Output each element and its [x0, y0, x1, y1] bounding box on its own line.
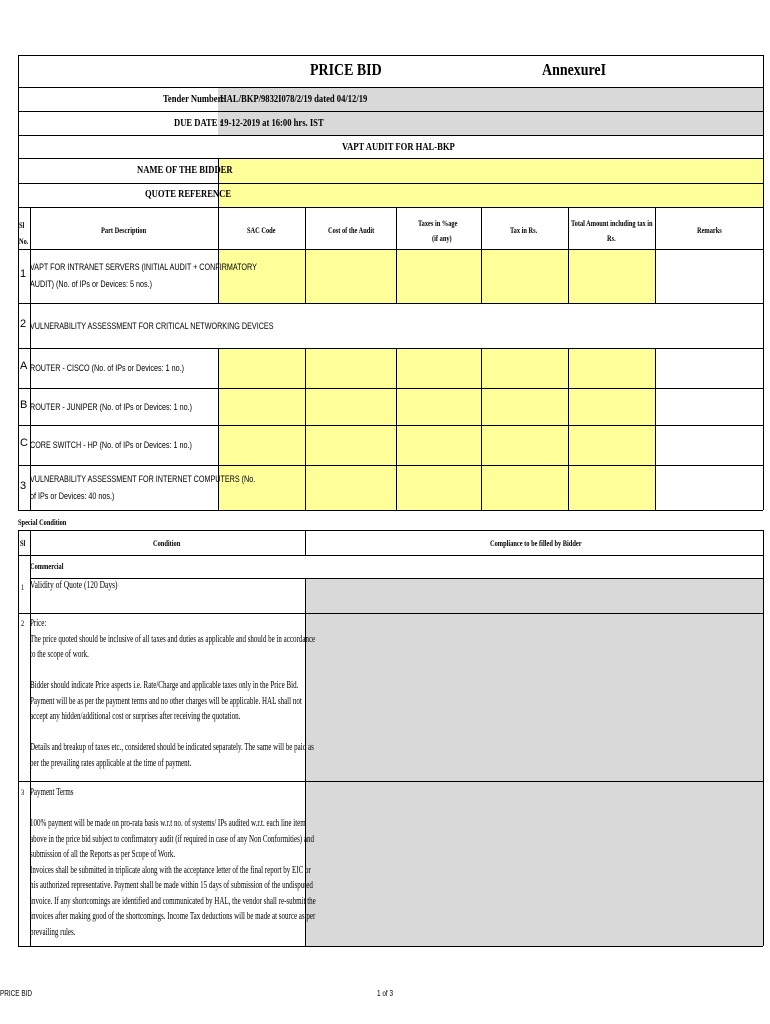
grid-line [18, 613, 763, 614]
description-line: VAPT FOR INTRANET SERVERS (INITIAL AUDIT + CONFIRMATORY [30, 262, 257, 272]
col-part-description-header: Part Description [101, 225, 147, 235]
price-row-description [30, 360, 184, 377]
col-tax-pct-header: Taxes in %age (if any) [418, 218, 458, 243]
special-col-condition: Condition [153, 538, 181, 548]
condition-line: Bidder should indicate Price aspects i.e. Rate/Charge and applicable taxes only in the Price Bid. [30, 680, 299, 691]
grid-line [763, 55, 764, 510]
grid-line [18, 207, 763, 208]
condition-line: to the scope of work. [30, 649, 89, 660]
grid-line [18, 781, 763, 782]
condition-line: above in the price bid subject to confirmatory audit (if required in case of any Non Conformities) and [30, 833, 315, 845]
condition-2-sl: 2 [21, 618, 25, 628]
grid-line [18, 135, 763, 136]
col-total-header: Total Amount including tax in Rs. [571, 218, 653, 243]
condition-line [30, 663, 315, 679]
col-tax-rs-header: Tax in Rs. [510, 225, 538, 235]
page-title: PRICE BID [310, 60, 382, 79]
special-col-compliance: Compliance to be filled by Bidder [490, 538, 582, 548]
grid-line [18, 530, 763, 531]
condition-line: his authorized representative. Payment shall be made within 15 days of submission of the undisputed [30, 880, 313, 891]
grid-line [18, 348, 763, 349]
price-row-description [30, 471, 255, 505]
grid-line [18, 111, 763, 112]
condition-3-sl: 3 [21, 787, 25, 797]
bidder-name-field[interactable] [218, 158, 763, 183]
grid-line [18, 158, 763, 159]
due-date-label: DUE DATE : [174, 117, 223, 129]
condition-line: The price quoted should be inclusive of all taxes and duties as applicable and should be in accordance [30, 633, 316, 645]
condition-1-sl: 1 [21, 582, 25, 592]
condition-line: invoice. If any shortcomings are identified and communicated by HAL, the vendor shall re-submit the [30, 895, 316, 907]
col-sac-code-header: SAC Code [247, 225, 276, 235]
condition-line: 100% payment will be made on pro-rata basis w.r.t no. of systems/ IPs audited w.r.t. each line item [30, 818, 306, 829]
condition-line: accept any hidden/additional cost or surprises after receiving the quotation. [30, 711, 241, 722]
col-remarks-header: Remarks [697, 225, 722, 235]
description-line: VULNERABILITY ASSESSMENT FOR INTERNET COMPUTERS (No. [30, 473, 256, 484]
condition-2-text [30, 616, 437, 771]
grid-line [18, 946, 763, 947]
price-row-input-area[interactable] [218, 465, 655, 510]
grid-line [18, 303, 763, 304]
grid-line [763, 530, 764, 946]
footer-page-number: 1 of 3 [377, 989, 394, 998]
condition-line: Payment will be as per the payment terms and no other charges will be applicable. HAL shall not [30, 695, 302, 707]
description-line: CORE SWITCH - HP (No. of IPs or Devices: 1 no.) [30, 440, 192, 450]
quote-reference-field[interactable] [218, 183, 763, 207]
grid-line [655, 348, 656, 510]
condition-1-text: Validity of Quote (120 Days) [30, 580, 118, 591]
condition-line: prevailing rules. [30, 926, 76, 938]
grid-line [18, 249, 763, 250]
grid-line [18, 555, 763, 556]
grid-line [568, 207, 569, 303]
description-line: VULNERABILITY ASSESSMENT FOR CRITICAL NETWORKING DEVICES [30, 320, 274, 331]
special-condition-title: Special Condition [18, 517, 67, 527]
col-sl-header: Sl No. [19, 220, 29, 246]
condition-line: per the prevailing rates applicable at the time of payment. [30, 757, 192, 769]
special-col-sl: Sl [20, 538, 26, 548]
grid-line [305, 530, 306, 555]
grid-line [18, 465, 763, 466]
price-row-sl: 2 [20, 317, 27, 330]
grid-line [18, 388, 763, 389]
condition-line: submission of all the Reports as per Scope of Work. [30, 849, 176, 860]
price-row-sl: C [20, 437, 28, 449]
grid-line [18, 55, 19, 510]
price-row-input-area[interactable] [218, 348, 655, 388]
grid-line [30, 578, 763, 579]
subject-title: VAPT AUDIT FOR HAL-BKP [342, 141, 455, 153]
grid-line [18, 87, 763, 88]
price-row-input-area[interactable] [218, 388, 655, 425]
condition-line: Payment Terms [30, 787, 74, 798]
grid-line [481, 348, 482, 510]
price-row-input-area[interactable] [218, 425, 655, 465]
condition-line: Invoices shall be submitted in triplicate along with the acceptance letter of the final report by EIC or [30, 864, 311, 876]
description-line: AUDIT) (No. of IPs or Devices: 5 nos.) [30, 279, 153, 289]
grid-line [18, 530, 19, 946]
grid-line [396, 348, 397, 510]
grid-line [305, 348, 306, 510]
col-cost-header: Cost of the Audit [328, 225, 375, 235]
condition-line [30, 725, 315, 741]
condition-line: Price: [30, 618, 47, 629]
grid-line [18, 425, 763, 426]
commercial-label: Commercial [30, 561, 64, 571]
condition-line [30, 801, 316, 817]
grid-line [396, 207, 397, 303]
tender-number-label: Tender Number: [163, 93, 225, 105]
grid-line [568, 348, 569, 510]
tender-number-value: HAL/BKP/9832I078/2/19 dated 04/12/19 [220, 93, 368, 105]
price-row-input-area[interactable] [218, 249, 655, 303]
grid-line [655, 207, 656, 303]
footer-sheet-name: PRICE BID [0, 989, 33, 998]
grid-line [18, 510, 763, 511]
condition-3-text [30, 785, 438, 940]
price-row-sl: 1 [20, 268, 27, 280]
condition-line: Details and breakup of taxes etc., considered should be indicated separately. The same will be paid as [30, 742, 314, 753]
condition-line: invoices after making good of the shortcomings. Income Tax deductions will be made at source as per [30, 911, 316, 922]
price-row-sl: 3 [20, 479, 27, 492]
price-row-sl: A [20, 360, 28, 372]
bidder-name-label: NAME OF THE BIDDER [137, 164, 233, 176]
quote-reference-label: QUOTE REFERENCE [145, 188, 232, 200]
grid-line [305, 207, 306, 303]
grid-line [481, 207, 482, 303]
description-line: ROUTER - CISCO (No. of IPs or Devices: 1 no.) [30, 363, 185, 373]
price-row-description [30, 399, 192, 416]
annexure-label: AnnexureI [542, 60, 607, 79]
grid-line [18, 55, 763, 56]
price-row-description [30, 437, 192, 454]
grid-line [18, 183, 763, 184]
description-line: of IPs or Devices: 40 nos.) [30, 490, 115, 501]
due-date-value: 19-12-2019 at 16:00 hrs. IST [220, 117, 324, 129]
compliance-cell-1[interactable] [305, 578, 763, 613]
description-line: ROUTER - JUNIPER (No. of IPs or Devices: 1 no.) [30, 401, 193, 412]
price-row-description [30, 259, 257, 293]
price-row-sl: B [20, 398, 28, 411]
price-row-description [30, 318, 274, 335]
